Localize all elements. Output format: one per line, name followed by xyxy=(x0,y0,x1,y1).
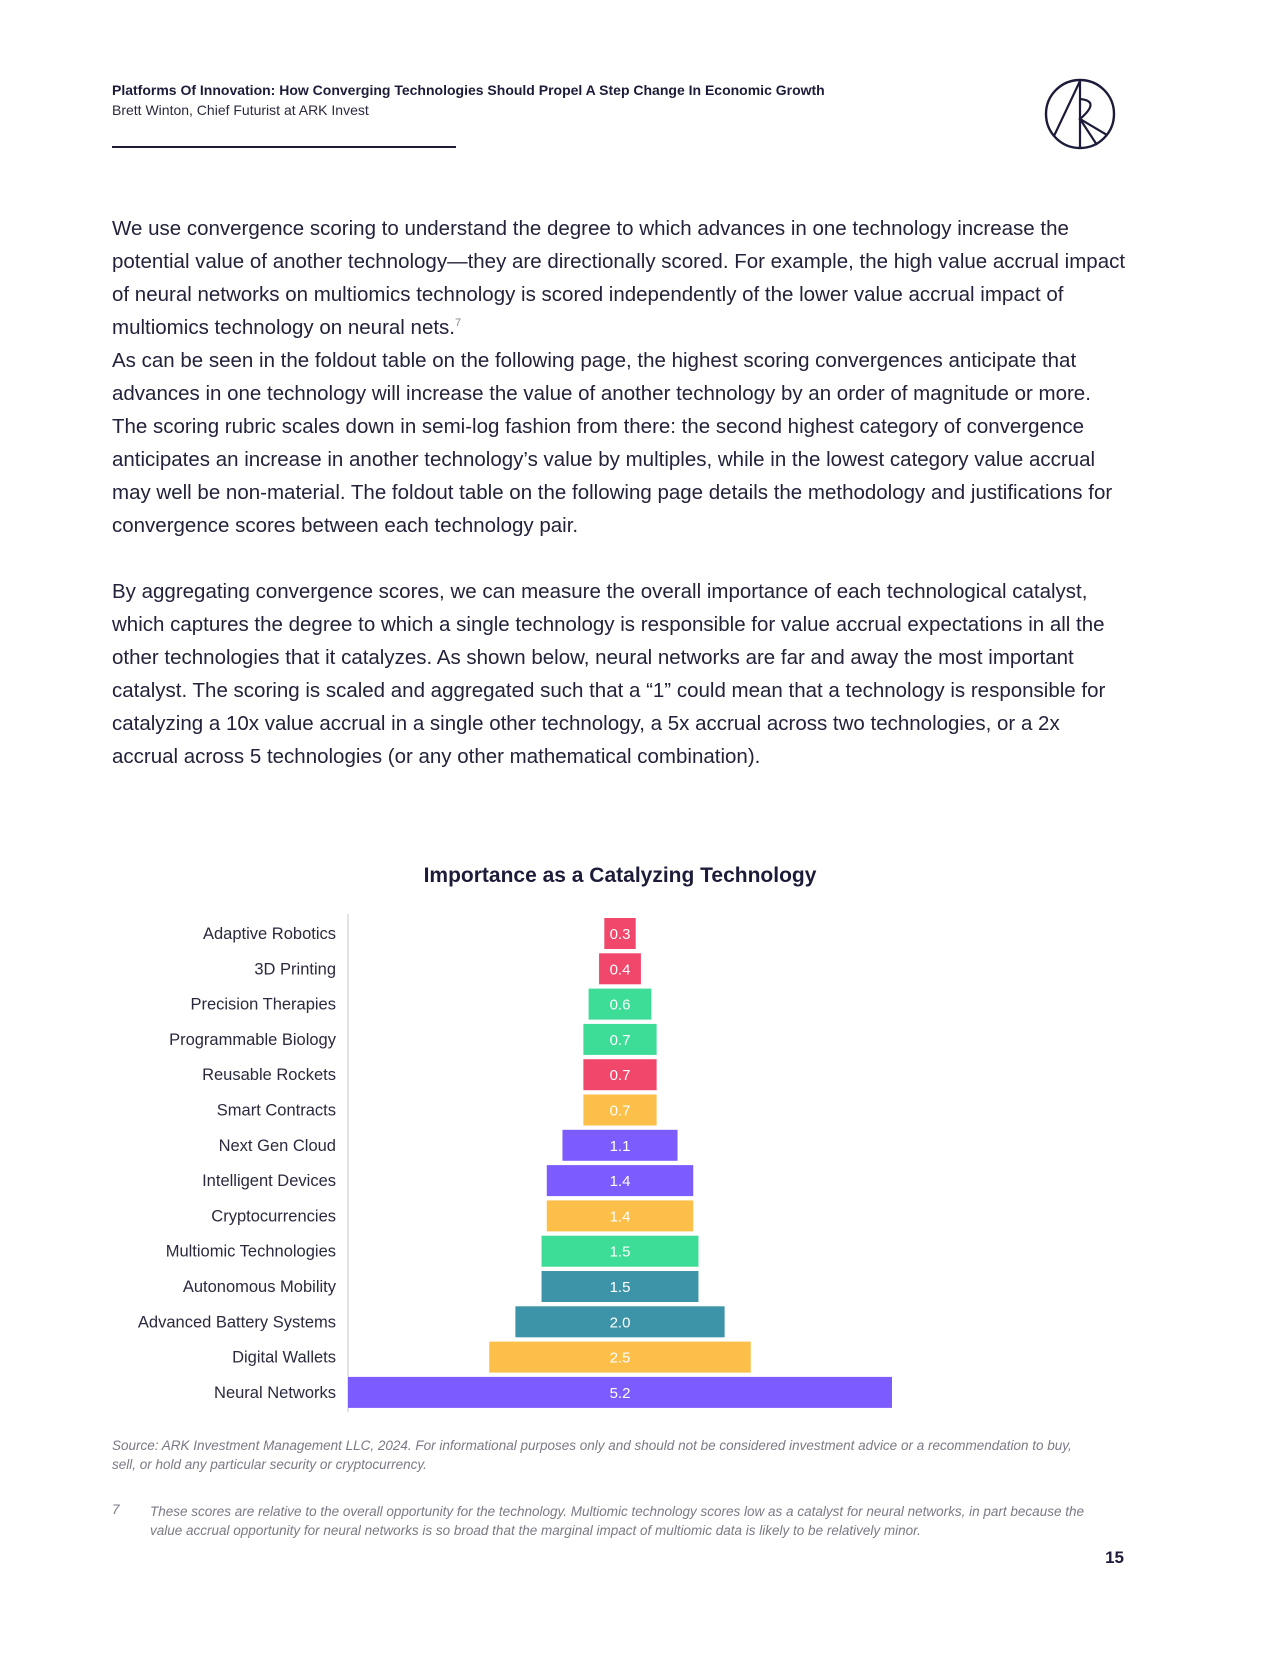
category-label-smart-contracts: Smart Contracts xyxy=(216,1101,336,1120)
category-label-next-gen-cloud: Next Gen Cloud xyxy=(218,1136,336,1155)
value-label-neural-networks: 5.2 xyxy=(609,1384,631,1402)
catalyzing-technology-chart xyxy=(0,908,1280,1418)
author-line: Brett Winton, Chief Futurist at ARK Invest xyxy=(112,102,369,118)
category-label-cryptocurrencies: Cryptocurrencies xyxy=(211,1207,336,1226)
footnote-reference[interactable]: 7 xyxy=(455,317,462,330)
chart-title: Importance as a Catalyzing Technology xyxy=(423,864,817,887)
category-label-intelligent-devices: Intelligent Devices xyxy=(202,1172,336,1191)
category-label-autonomous-mobility: Autonomous Mobility xyxy=(182,1278,336,1296)
value-label-reusable-rockets: 0.7 xyxy=(609,1067,631,1085)
category-label-neural-networks: Neural Networks xyxy=(214,1383,336,1402)
footnote-text: These scores are relative to the overall opportunity for the technology. Multiomic technology scores low as a catalyst for neural networks, in part because the value accrual opportunity for neural networks is so broad that the marginal impact of multiomic data is likely to be relatively minor. xyxy=(150,1504,1084,1538)
value-label-cryptocurrencies: 1.4 xyxy=(609,1208,631,1226)
footnote-number: 7 xyxy=(112,1502,120,1517)
category-label-adaptive-robotics: Adaptive Robotics xyxy=(203,925,336,943)
paragraph-1b-text: As can be seen in the foldout table on the following page, the highest scoring convergences anticipate that advances in one technology will increase the value of another technology by an order of magnitude or more. The scoring rubric scales down in semi-log fashion from there: the second highest category of convergence anticipates an increase in another technology’s value by multiples, while in the lowest category value accrual may well be non-material. The foldout table on the following page details the methodology and justifications for convergence scores between each technology pair. xyxy=(112,349,1113,537)
value-label-autonomous-mobility: 1.5 xyxy=(609,1279,631,1296)
ark-logo xyxy=(1043,77,1117,151)
category-label-reusable-rockets: Reusable Rockets xyxy=(202,1066,336,1085)
value-label-adaptive-robotics: 0.3 xyxy=(609,926,631,943)
value-label-multiomic-technologies: 1.5 xyxy=(609,1243,631,1261)
category-label-precision-therapies: Precision Therapies xyxy=(190,995,336,1014)
value-label-digital-wallets: 2.5 xyxy=(609,1349,631,1367)
value-label-programmable-biology: 0.7 xyxy=(609,1031,631,1049)
category-label-programmable-biology: Programmable Biology xyxy=(169,1030,336,1049)
paragraph-1 xyxy=(112,212,1127,542)
header-divider xyxy=(112,146,456,148)
source-note: Source: ARK Investment Management LLC, 2024. For informational purposes only and should not be considered investment advice or a recommendation to buy, sell, or hold any particular security or cryptocurrency. xyxy=(112,1438,1072,1472)
value-label-next-gen-cloud: 1.1 xyxy=(609,1137,631,1155)
category-label-advanced-battery-systems: Advanced Battery Systems xyxy=(137,1313,336,1332)
value-label-smart-contracts: 0.7 xyxy=(609,1102,631,1120)
value-label-precision-therapies: 0.6 xyxy=(609,996,631,1014)
paragraph-2: By aggregating convergence scores, we can measure the overall importance of each technological catalyst, which captures the degree to which a single technology is responsible for value accrual expectations in all the other technologies that it catalyzes. As shown below, neural networks are far and away the most important catalyst. The scoring is scaled and aggregated such that a “1” could mean that a technology is responsible for catalyzing a 10x value accrual in a single other technology, a 5x accrual across two technologies, or a 2x accrual across 5 technologies (or any other mathematical combination). xyxy=(112,580,1106,768)
value-label-3d-printing: 0.4 xyxy=(609,961,631,979)
document-header xyxy=(112,80,992,120)
value-label-intelligent-devices: 1.4 xyxy=(609,1173,631,1191)
body-text xyxy=(112,212,1127,773)
page-number: 15 xyxy=(1105,1548,1124,1567)
paragraph-1-text: We use convergence scoring to understand the degree to which advances in one technology increase the potential value of another technology—they are directionally scored. For example, the high value accrual impact of neural networks on multiomics technology is scored independently of the lower value accrual impact of multiomics technology on neural nets. xyxy=(112,217,1126,339)
document-title: Platforms Of Innovation: How Converging Technologies Should Propel A Step Change In Economic Growth xyxy=(112,82,825,98)
value-label-advanced-battery-systems: 2.0 xyxy=(609,1314,631,1332)
category-label-3d-printing: 3D Printing xyxy=(254,960,336,979)
category-label-digital-wallets: Digital Wallets xyxy=(232,1348,336,1367)
category-label-multiomic-technologies: Multiomic Technologies xyxy=(165,1242,336,1261)
